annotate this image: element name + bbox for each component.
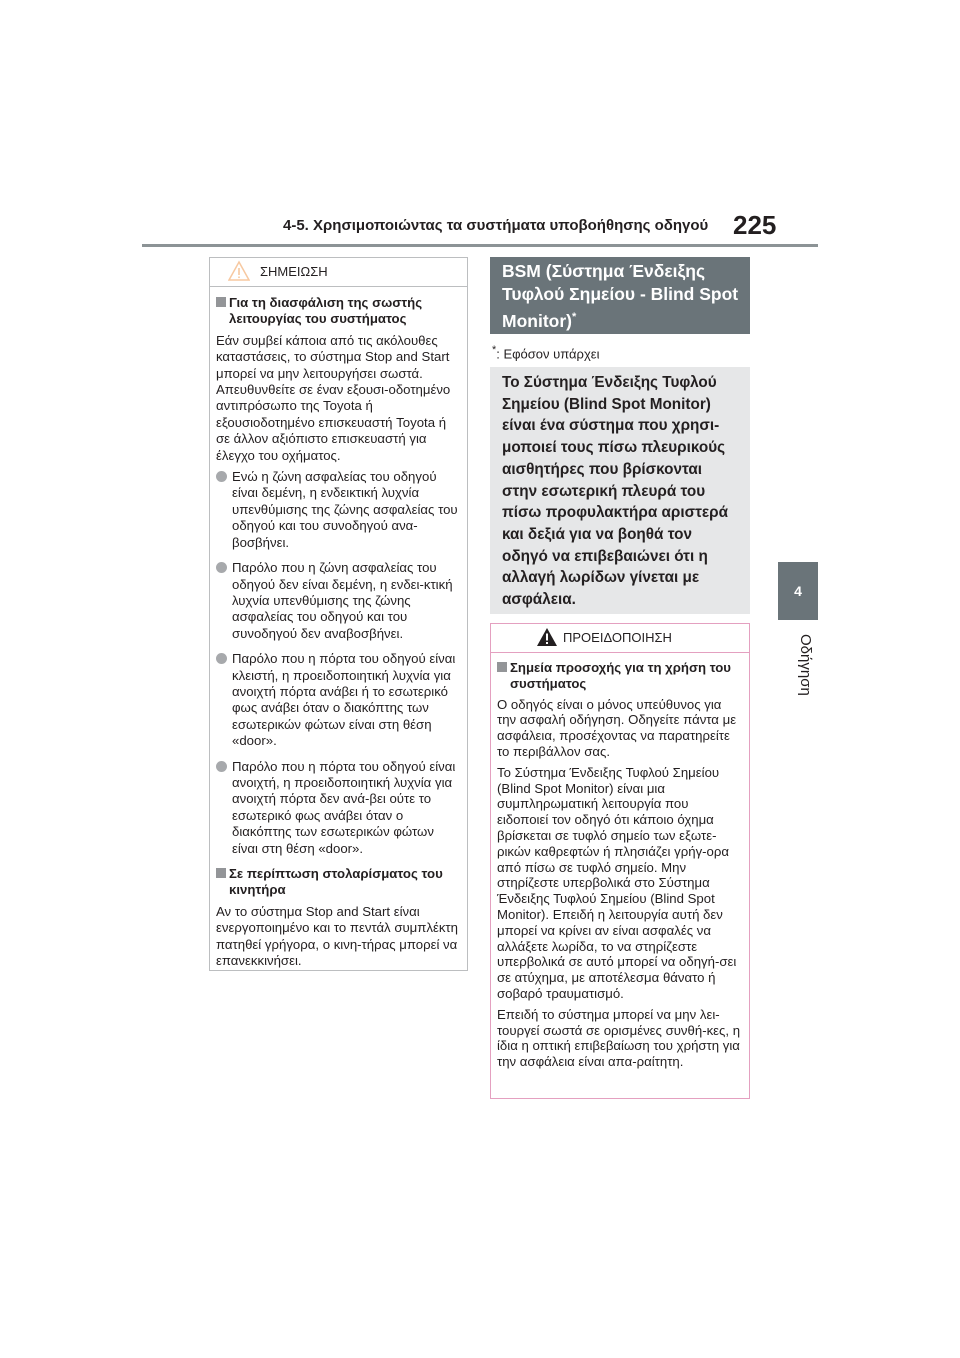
note-bullet-text: Παρόλο που η πόρτα του οδηγού είναι ανοιχτή, η προειδοποιητική λυχνία για ανοιχτή πόρτα δεν ανά-βει ούτε το εσωτερικό φως ανάβει όταν ο διακόπτης των εσωτερικών φώτων είναι στη θέση «door». bbox=[232, 758, 456, 856]
warning-label: ΠΡΟΕΙΔΟΠΟΙΗΣΗ bbox=[563, 630, 672, 645]
header-divider bbox=[142, 244, 818, 247]
bsm-section-title bbox=[490, 257, 750, 334]
warning-paragraph: Το Σύστημα Ένδειξης Τυφλού Σημείου (Blind Spot Monitor) είναι μια συμπληρωματική λειτουργία που ειδοποιεί τον οδηγό ότι κάποιο όχημα βρίσκεται σε τυφλό σημείο των εξωτε-ρικών καθρεφτών ή πλησιάζει γρήγ-ορα από πίσω σε τυφλό σημείο. Μην στηρίζεστε υπερβολικά στο Σύστημα Ένδειξης Τυφλού Σημείου (Blind Spot Monitor). Επειδή η λειτουργία αυτή δεν μπορεί να κρίνει αν είναι ασφαλές να αλλάξετε λωρίδα, το να στηρίζεστε υπερβολικά σε αυτό μπορεί να οδηγή-σει σε ατύχημα, με αποτέλεσμα θάνατο ή σοβαρό τραυματισμό. bbox=[497, 764, 737, 1001]
warning-body bbox=[491, 653, 749, 1070]
footnote-asterisk: * bbox=[492, 344, 497, 356]
note-bullet bbox=[216, 469, 461, 551]
note-bullet-text: Ενώ η ζώνη ασφαλείας του οδηγού είναι δεμένη, η ενδεικτική λυχνία υπενθύμισης της ζώνης ασφαλείας του οδηγού και του συνοδηγού ανα-βοσβήνει. bbox=[232, 469, 458, 550]
square-marker-icon bbox=[216, 297, 226, 307]
warning-triangle-icon bbox=[536, 627, 558, 647]
bsm-title-asterisk: * bbox=[571, 311, 577, 323]
note-heading bbox=[216, 866, 461, 899]
note-label: ΣΗΜΕΙΩΣΗ bbox=[260, 264, 328, 279]
note-bullet bbox=[216, 759, 461, 857]
chapter-tab: 4 bbox=[778, 562, 818, 620]
warning-box bbox=[490, 623, 750, 1099]
bsm-title-text: BSM (Σύστημα Ένδειξης Τυφλού Σημείου - Blind Spot Monitor) bbox=[502, 261, 739, 331]
footnote-text: : Εφόσον υπάρχει bbox=[496, 346, 600, 362]
caution-outline-icon bbox=[228, 260, 250, 282]
note-header bbox=[210, 258, 467, 287]
footnote bbox=[492, 344, 599, 361]
note-paragraph: Εάν συμβεί κάποια από τις ακόλουθες καταστάσεις, το σύστημα Stop and Start μπορεί να μην λειτουργήσει σωστά. Απευθυνθείτε σε έναν εξουσι-οδοτημένο αντιπρόσωπο της Toyota ή εξουσιοδοτημένο επισκευαστή Toyota ή σε άλλον αξιόπιστο επισκευαστή για έλεγχο του οχήματος. bbox=[216, 332, 451, 463]
bullet-dot-icon bbox=[216, 761, 227, 772]
bullet-dot-icon bbox=[216, 562, 227, 573]
chapter-label: Οδήγηση bbox=[797, 634, 814, 696]
warning-heading-text: Σημεία προσοχής για τη χρήση του συστήματος bbox=[510, 660, 731, 691]
note-heading-text: Σε περίπτωση στολαρίσματος του κινητήρα bbox=[229, 866, 443, 898]
section-title: 4-5. Χρησιμοποιώντας τα συστήματα υποβοήθησης οδηγού bbox=[283, 217, 709, 234]
note-heading-text: Για τη διασφάλιση της σωστής λειτουργίας του συστήματος bbox=[229, 295, 423, 327]
square-marker-icon bbox=[216, 868, 226, 878]
note-bullet-text: Παρόλο που η πόρτα του οδηγού είναι κλειστή, η προειδοποιητική λυχνία για ανοιχτή πόρτα ανάβει ή το εσωτερικό φως ανάβει όταν ο διακόπτης των εσωτερικών φώτων είναι στη θέση «door». bbox=[232, 651, 456, 749]
bsm-intro: Το Σύστημα Ένδειξης Τυφλού Σημείου (Blind Spot Monitor) είναι ένα σύστημα που χρησι-μοποιεί τους πίσω πλευρικούς αισθητήρες που βρίσκονται στην εσωτερική πλευρά του πίσω προφυλακτήρα αριστερά και δεξιά για να βοηθά τον οδηγό να επιβεβαιώνει ότι η αλλαγή λωρίδων γίνεται με ασφάλεια. bbox=[490, 367, 750, 614]
note-bullet-text: Παρόλο που η ζώνη ασφαλείας του οδηγού δεν είναι δεμένη, η ενδει-κτική λυχνία υπενθύμισης της ζώνης ασφαλείας του οδηγού και του συνοδηγού δεν αναβοσβήνει. bbox=[232, 560, 453, 641]
bullet-dot-icon bbox=[216, 653, 227, 664]
note-paragraph: Αν το σύστημα Stop and Start είναι ενεργοποιημένο και το πεντάλ συμπλέκτη πατηθεί γρήγορα, ο κινη-τήρας μπορεί να επανεκκινήσει. bbox=[216, 903, 458, 969]
note-heading bbox=[216, 295, 461, 328]
warning-paragraph: Ο οδηγός είναι ο μόνος υπεύθυνος για την ασφαλή οδήγηση. Οδηγείτε πάντα με ασφάλεια, προσέχοντας να παρατηρείτε το περιβάλλον σας. bbox=[497, 696, 737, 759]
note-box bbox=[209, 257, 468, 971]
note-body bbox=[210, 287, 467, 969]
note-bullet bbox=[216, 560, 461, 642]
bullet-dot-icon bbox=[216, 471, 227, 482]
warning-heading bbox=[497, 660, 743, 692]
page-number: 225 bbox=[733, 210, 777, 240]
warning-paragraph: Επειδή το σύστημα μπορεί να μην λει-τουργεί σωστά σε ορισμένες συνθή-κες, η ίδια η οπτική επιβεβαίωση του χρήστη για την ασφάλεια είναι απα-ραίτητη. bbox=[497, 1006, 741, 1070]
note-bullet bbox=[216, 651, 461, 749]
square-marker-icon bbox=[497, 662, 507, 672]
warning-header bbox=[491, 624, 749, 653]
